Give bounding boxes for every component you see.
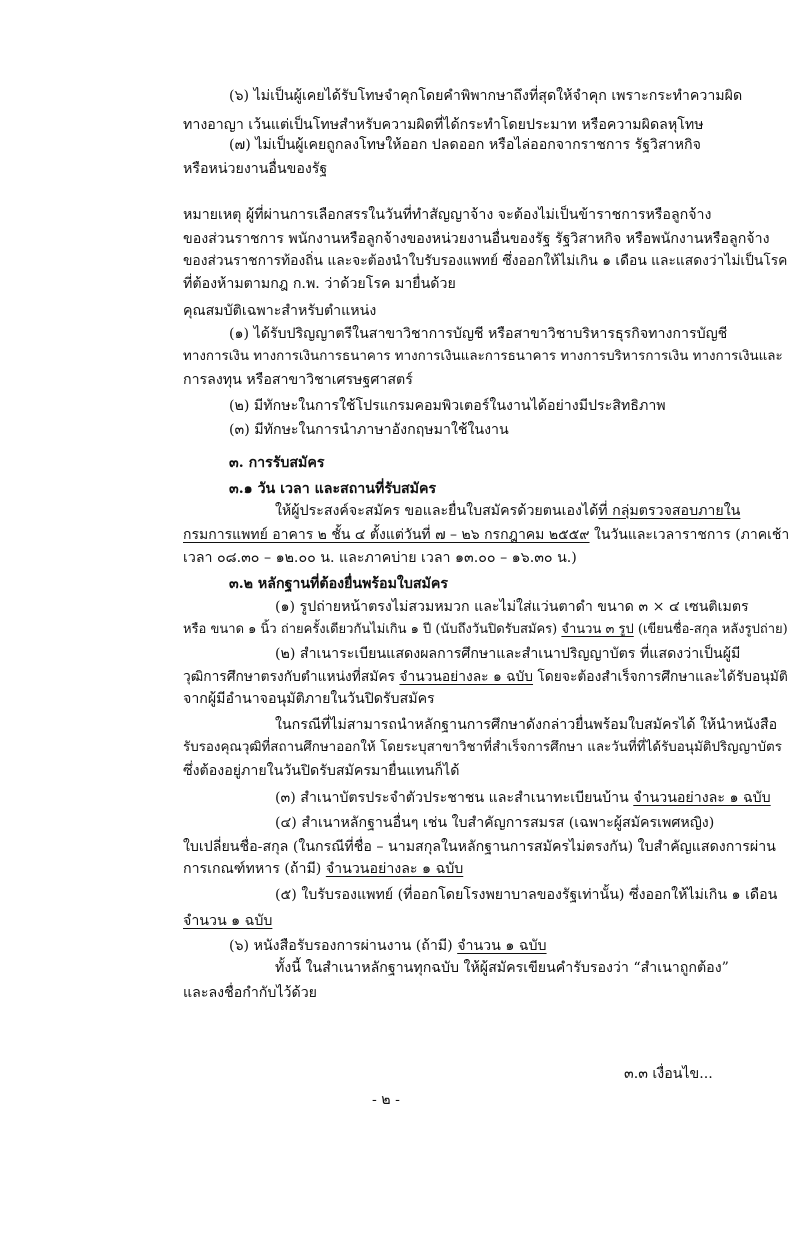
military-count-text: จำนวนอย่างละ ๑ ฉบับ	[325, 861, 464, 877]
specific-qual-1-line-1: (๑) ได้รับปริญญาตรีในสาขาวิชาการบัญชี หรือสาขาวิชาบริหารธุรกิจทางการบัญชี	[229, 326, 728, 342]
specific-qual-1-line-3: การลงทุน หรือสาขาวิชาเศรษฐศาสตร์	[183, 372, 413, 388]
section-3-1-line-3: เวลา ๐๘.๓๐ – ๑๒.๐๐ น. และภาคบ่าย เวลา ๑๓.๐๐ – ๑๖.๓๐ น.)	[183, 550, 577, 566]
apply-in-person-text: ให้ผู้ประสงค์จะสมัคร ขอและยื่นใบสมัครด้วยตนเองได้	[275, 503, 599, 519]
apply-building-dates-text: กรมการแพทย์ อาคาร ๒ ชั้น ๔ ตั้งแต่วันที่ ๗ – ๒๖ กรกฎาคม ๒๕๕๙	[183, 527, 590, 543]
degree-count-text: จำนวนอย่างละ ๑ ฉบับ	[399, 669, 534, 685]
id-card-count-text: จำนวนอย่างละ ๑ ฉบับ	[633, 790, 771, 806]
document-4-line-3	[183, 858, 463, 880]
id-card-text: (๓) สำเนาบัตรประจำตัวประชาชน และสำเนาทะเบียนบ้าน	[275, 790, 634, 806]
specific-qual-1-line-2: ทางการเงิน ทางการเงินการธนาคาร ทางการเงินและการธนาคาร ทางการบริหารการเงิน ทางการเงินและ	[183, 349, 783, 364]
section-3-1-heading: ๓.๑ วัน เวลา และสถานที่รับสมัคร	[229, 481, 437, 497]
document-3	[275, 787, 771, 809]
document-1-line-2	[183, 619, 788, 641]
section-3-heading: ๓. การรับสมัคร	[229, 455, 325, 471]
document-1-line-1: (๑) รูปถ่ายหน้าตรงไม่สวมหมวก และไม่ใส่แว่นตาดำ ขนาด ๓ × ๔ เซนติเมตร	[275, 599, 749, 615]
document-2-line-1: (๒) สำเนาระเบียนแสดงผลการศึกษาและสำเนาปริญญาบัตร ที่แสดงว่าเป็นผู้มี	[275, 646, 741, 662]
certify-note-line-1: ทั้งนี้ ในสำเนาหลักฐานทุกฉบับ ให้ผู้สมัครเขียนคำรับรองว่า “สำเนาถูกต้อง”	[275, 960, 729, 976]
remark-line-4: ที่ต้องห้ามตามกฎ ก.พ. ว่าด้วยโรค มายื่นด้วย	[183, 276, 456, 292]
document-5-line-2: จำนวน ๑ ฉบับ	[183, 913, 273, 929]
apply-office-hours-text: ในวันและเวลาราชการ (ภาคเช้า	[589, 527, 790, 543]
apply-location-text: ที่ กลุ่มตรวจสอบภายใน	[598, 503, 741, 519]
military-text: การเกณฑ์ทหาร (ถ้ามี)	[183, 861, 326, 877]
section-3-1-line-1	[275, 500, 740, 522]
document-4-line-1: (๔) สำเนาหลักฐานอื่นๆ เช่น ใบสำคัญการสมรส (เฉพาะผู้สมัครเพศหญิง)	[275, 815, 715, 831]
work-cert-count-text: จำนวน ๑ ฉบับ	[457, 938, 547, 954]
remark-line-2: ของส่วนราชการ พนักงานหรือลูกจ้างของหน่วยงานอื่นของรัฐ รัฐวิสาหกิจ หรือพนักงานหรือลูกจ้าง	[183, 231, 770, 247]
remark-line-1: หมายเหตุ ผู้ที่ผ่านการเลือกสรรในวันที่ทำสัญญาจ้าง จะต้องไม่เป็นข้าราชการหรือลูกจ้าง	[183, 207, 712, 223]
specific-qual-3: (๓) มีทักษะในการนำภาษาอังกฤษมาใช้ในงาน	[229, 422, 509, 438]
document-2-line-4: ในกรณีที่ไม่สามารถนำหลักฐานการศึกษาดังกล่าวยื่นพร้อมใบสมัครได้ ให้นำหนังสือ	[275, 717, 778, 733]
document-2-line-2	[183, 666, 788, 688]
document-6	[229, 935, 547, 957]
photo-count-text: จำนวน ๓ รูป	[561, 622, 634, 637]
work-cert-text: (๖) หนังสือรับรองการผ่านงาน (ถ้ามี)	[229, 938, 458, 954]
degree-match-text: วุฒิการศึกษาตรงกับตำแหน่งที่สมัคร	[183, 669, 400, 685]
document-4-line-2: ใบเปลี่ยนชื่อ-สกุล (ในกรณีที่ชื่อ – นามสกุลในหลักฐานการสมัครไม่ตรงกัน) ใบสำคัญแสดงการผ่าน	[183, 839, 776, 855]
continued-marker: ๓.๓ เงื่อนไข...	[624, 1066, 713, 1082]
prohibition-6-line-1: (๖) ไม่เป็นผู้เคยได้รับโทษจำคุกโดยคำพิพากษาถึงที่สุดให้จำคุก เพราะกระทำความผิด	[229, 88, 743, 104]
photo-size-text: หรือ ขนาด ๑ นิ้ว ถ่ายครั้งเดียวกันไม่เกิน ๑ ปี (นับถึงวันปิดรับสมัคร)	[183, 622, 562, 637]
specific-qual-heading: คุณสมบัติเฉพาะสำหรับตำแหน่ง	[183, 303, 377, 319]
document-2-line-6: ซึ่งต้องอยู่ภายในวันปิดรับสมัครมายื่นแทนก็ได้	[183, 763, 460, 779]
document-5-line-1: (๕) ใบรับรองแพทย์ (ที่ออกโดยโรงพยาบาลของรัฐเท่านั้น) ซึ่งออกให้ไม่เกิน ๑ เดือน	[275, 887, 778, 903]
page-number: - ๒ -	[372, 1092, 400, 1108]
prohibition-7-line-2: หรือหน่วยงานอื่นของรัฐ	[183, 161, 328, 177]
prohibition-6-line-2: ทางอาญา เว้นแต่เป็นโทษสำหรับความผิดที่ได้กระทำโดยประมาท หรือความผิดลหุโทษ	[183, 117, 704, 133]
prohibition-7-line-1: (๗) ไม่เป็นผู้เคยถูกลงโทษให้ออก ปลดออก หรือไล่ออกจากราชการ รัฐวิสาหกิจ	[229, 137, 701, 153]
section-3-1-line-2	[183, 524, 789, 546]
degree-approval-text: โดยจะต้องสำเร็จการศึกษาและได้รับอนุมัติ	[533, 669, 788, 685]
document-2-line-3: จากผู้มีอำนาจอนุมัติภายในวันปิดรับสมัคร	[183, 691, 435, 707]
photo-note-text: (เขียนชื่อ-สกุล หลังรูปถ่าย)	[633, 622, 788, 637]
section-3-2-heading: ๓.๒ หลักฐานที่ต้องยื่นพร้อมใบสมัคร	[229, 576, 448, 592]
remark-line-3: ของส่วนราชการท้องถิ่น และจะต้องนำใบรับรองแพทย์ ซึ่งออกให้ไม่เกิน ๑ เดือน และแสดงว่าไม่เป็นโรค	[183, 253, 788, 269]
certify-note-line-2: และลงชื่อกำกับไว้ด้วย	[183, 985, 317, 1001]
document-2-line-5: รับรองคุณวุฒิที่สถานศึกษาออกให้ โดยระบุสาขาวิชาที่สำเร็จการศึกษา และวันที่ที่ได้รับอนุมัติปริญญาบัตร	[183, 740, 782, 755]
specific-qual-2: (๒) มีทักษะในการใช้โปรแกรมคอมพิวเตอร์ในงานได้อย่างมีประสิทธิภาพ	[229, 398, 666, 414]
